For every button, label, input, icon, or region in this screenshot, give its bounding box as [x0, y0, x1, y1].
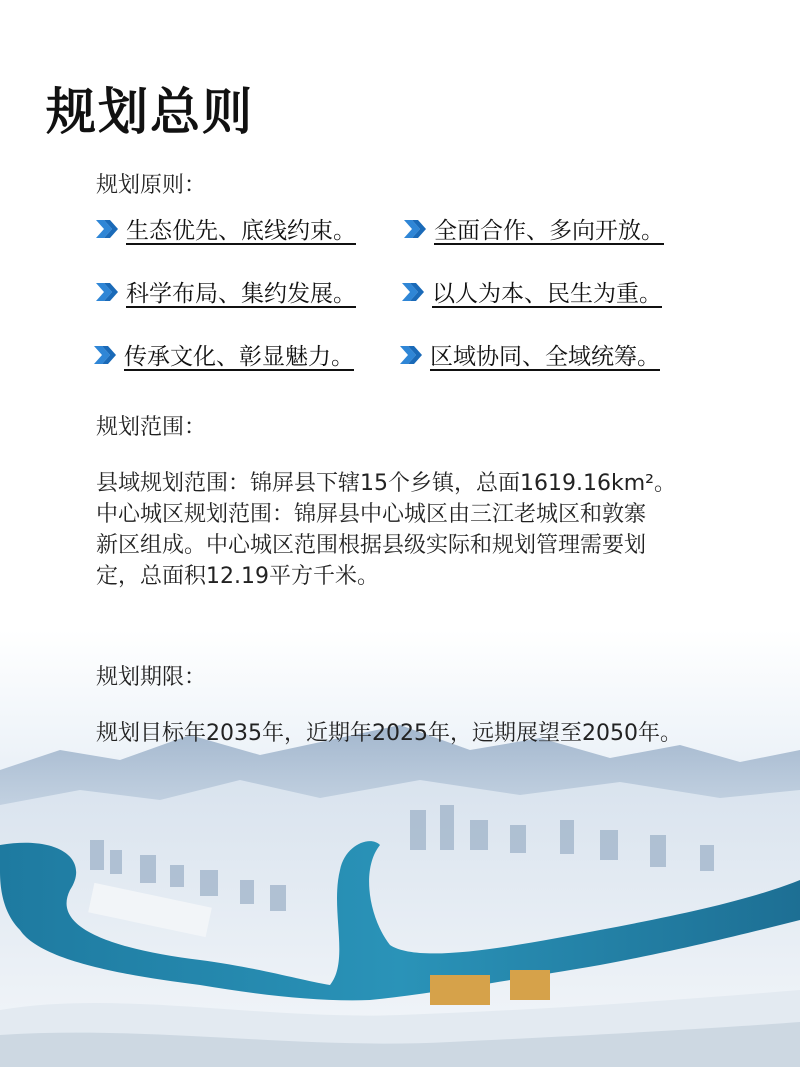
principle-item: [94, 275, 356, 308]
period-text: 规划目标年2035年，近期年2025年，远期展望至2050年。: [96, 721, 682, 746]
scope-paragraph: [96, 468, 676, 592]
scope-line: 县域规划范围：锦屏县下辖15个乡镇，总面1619.16km²。: [96, 471, 676, 496]
principle-item: [92, 338, 354, 371]
principle-text: 传承文化、彰显魅力。: [124, 344, 354, 370]
double-chevron-icon: [94, 281, 120, 303]
scope-line: 新区组成。中心城区范围根据县级实际和规划管理需要划: [96, 533, 647, 558]
double-chevron-icon: [398, 344, 424, 366]
double-chevron-icon: [402, 218, 428, 240]
scope-line: 定，总面积12.19平方千米。: [96, 564, 379, 589]
principle-text: 科学布局、集约发展。: [126, 281, 356, 307]
principle-item: [402, 212, 664, 245]
principle-item: [398, 338, 660, 371]
scope-label: 规划范围：: [96, 415, 207, 440]
double-chevron-icon: [400, 281, 426, 303]
double-chevron-icon: [94, 218, 120, 240]
period-label: 规划期限：: [96, 665, 207, 690]
principle-text: 区域协同、全域统筹。: [430, 344, 660, 370]
double-chevron-icon: [92, 344, 118, 366]
snowy-town-panorama-image: [0, 630, 800, 1067]
principles-label: 规划原则：: [96, 173, 207, 198]
principle-item: [400, 275, 662, 308]
scope-line: 中心城区规划范围：锦屏县中心城区由三江老城区和敦寨: [96, 502, 647, 527]
page-title: 规划总则: [46, 83, 254, 141]
principle-text: 生态优先、底线约束。: [126, 218, 356, 244]
principle-text: 以人为本、民生为重。: [432, 281, 662, 307]
principle-text: 全面合作、多向开放。: [434, 218, 664, 244]
principle-item: [94, 212, 356, 245]
